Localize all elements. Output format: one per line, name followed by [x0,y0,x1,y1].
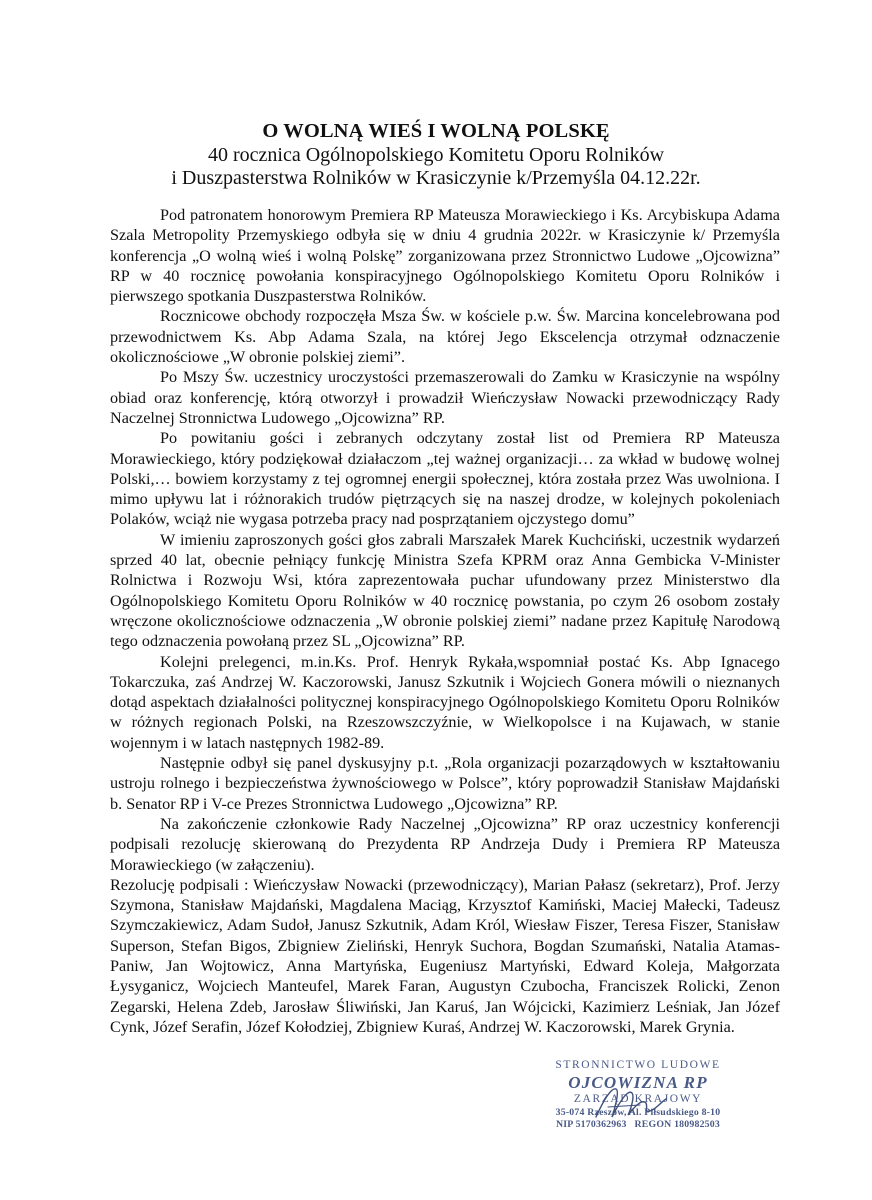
handwritten-signature [590,1077,670,1127]
document-subtitle-line-2: i Duszpasterstwa Rolników w Krasiczynie k/Przemyśla 04.12.22r. [171,167,701,189]
paragraph-letter: Po powitaniu gości i zebranych odczytany został list od Premiera RP Mateusza Morawieckiego, który podziękował działaczom „tej ważnej organizacji… za wkład w budowę wolnej Polski,… bowiem korzystamy z tej ogromnej energii społecznej, która została przez Was uwolniona. I mimo upływu lat i różnorakich trudów piętrzących się na naszej drodze, w kolejnych pokoleniach Polaków, wciąż nie wygasa potrzeba pracy nad posprzątaniem ojczystego domu” [110,429,780,529]
paragraph-resolution: Na zakończenie członkowie Rady Naczelnej „Ojcowizna” RP oraz uczestnicy konferencji podpisali rezolucję skierowaną do Prezydenta RP Andrzeja Dudy i Premiera RP Mateusza Morawieckiego (w załączeniu). [110,814,780,874]
document-body [110,205,780,1037]
stamp-address: 35-074 Rzeszów, Al. Piłsudskiego 8-10 [555,1107,721,1118]
stamp-name-line: OJCOWIZNA RP [568,1073,708,1092]
paragraph-conference: Po Mszy Św. uczestnicy uroczystości przemaszerowali do Zamku w Krasiczynie na wspólny obiad oraz konferencję, którą otworzył i prowadził Wieńczysław Nowacki przewodniczący Rady Naczelnej Stronnictwa Ludowego „Ojcowizna” RP. [110,368,780,427]
paragraph-patronage: Pod patronatem honorowym Premiera RP Mateusza Morawieckiego i Ks. Arcybiskupa Adama Szala Metropolity Przemyskiego odbyła się w dniu 4 grudnia 2022r. w Krasiczynie k/ Przemyśla konferencja „O wolną wieś i wolną Polskę” zorganizowana przez Stronnictwo Ludowe „Ojcowizna” RP w 40 rocznicę powołania konspiracyjnego Ogólnopolskiego Komitetu Oporu Rolników i pierwszego spotkania Duszpasterstwa Rolników. [110,206,780,306]
paragraph-speakers: Kolejni prelegenci, m.in.Ks. Prof. Henryk Rykała,wspomniał postać Ks. Abp Ignacego Tokarczuka, zaś Andrzej W. Kaczorowski, Janusz Szkutnik i Wojciech Gonera mówili o nieznanych dotąd aspektach działalności politycznej konspiracyjnego Ogólnopolskiego Komitetu Oporu Rolników w różnych regionach Polski, na Rzeszowszczyźnie, w Wielkopolsce i na Kujawach, w stanie wojennym i w latach następnych 1982-89. [110,652,780,752]
stamp-identifiers: NIP 5170362963 REGON 180982503 [556,1119,720,1130]
document-header [0,118,872,190]
stamp-board-line: ZARZĄD KRAJOWY [573,1093,703,1105]
document-subtitle-line-1: 40 rocznica Ogólnopolskiego Komitetu Oporu Rolników [207,144,665,166]
paragraph-signatories: Rezolucję podpisali : Wieńczysław Nowacki (przewodniczący), Marian Pałasz (sekretarz), Prof. Jerzy Szymona, Stanisław Majdański, Magdalena Maciąg, Krzysztof Kamiński, Maciej Małecki, Tadeusz Szymczakiewicz, Adam Sudoł, Janusz Szkutnik, Adam Król, Wiesław Fiszer, Teresa Fiszer, Stanisław Superson, Stefan Bigos, Zbigniew Zieliński, Henryk Suchora, Bogdan Szumański, Natalia Atamas-Paniw, Jan Wojtowicz, Anna Martyńska, Eugeniusz Martyński, Edward Koleja, Małgorzata Łysyganicz, Wojciech Manteufel, Marek Faran, Augustyn Czubocha, Franciszek Rolicki, Zenon Zegarski, Helena Zdeb, Jarosław Śliwiński, Jan Karuś, Jan Wójcicki, Kazimierz Leśniak, Jan Józef Cynk, Józef Serafin, Józef Kołodziej, Zbigniew Kuraś, Andrzej W. Kaczorowski, Marek Grynia. [110,875,780,1036]
paragraph-mass: Rocznicowe obchody rozpoczęła Msza Św. w kościele p.w. Św. Marcina koncelebrowana pod przewodnictwem Ks. Abp Adama Szala, na której Jego Ekscelencja otrzymał odznaczenie okolicznościowe „W obronie polskiej ziemi”. [110,307,780,367]
paragraph-guests: W imieniu zaproszonych gości głos zabrali Marszałek Marek Kuchciński, uczestnik wydarzeń sprzed 40 lat, obecnie pełniący funkcję Ministra Szefa KPRM oraz Anna Gembicka V-Minister Rolnictwa i Rozwoju Wsi, która zaprezentowała puchar ufundowany przez Ministerstwo dla Ogólnopolskiego Komitetu Oporu Rolników w 40 rocznicę powstania, po czym 26 osobom zostały wręczone okolicznościowe odznaczenia „W obronie polskiej ziemi” nadane przez Kapitułę Narodową tego odznaczenia powołaną przez SL „Ojcowizna” RP. [110,530,780,651]
paragraph-panel: Następnie odbył się panel dyskusyjny p.t. „Rola organizacji pozarządowych w kształtowaniu ustroju rolnego i bezpieczeństwa żywnościowego w Polsce”, który poprowadził Stanisław Majdański b. Senator RP i V-ce Prezes Stronnictwa Ludowego „Ojcowizna” RP. [110,754,780,813]
stamp-organization-line: STRONNICTWO LUDOWE [555,1059,721,1071]
document-title: O WOLNĄ WIEŚ I WOLNĄ POLSKĘ [262,120,610,142]
